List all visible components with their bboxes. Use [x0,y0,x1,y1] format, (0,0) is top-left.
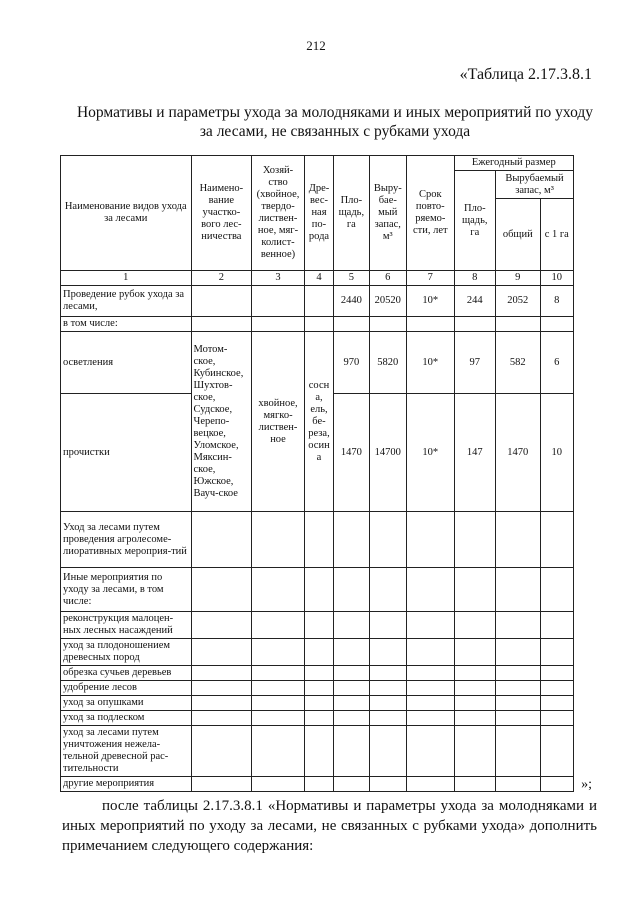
household-cell: хвойное, мягко-листвен-ное [252,332,305,512]
cell-annual-total: 2052 [496,286,541,317]
row-name: Проведение рубок ухода за лесами, [61,286,192,317]
column-number: 9 [496,271,541,286]
header-species: Дре-вес-ная по-рода [304,156,333,271]
column-number: 10 [540,271,573,286]
column-number: 2 [191,271,252,286]
header-ucare-type: Наименование видов ухода за лесами [61,156,192,271]
column-number: 5 [334,271,369,286]
table-row [61,777,574,792]
column-number: 7 [407,271,455,286]
norms-table [60,155,574,792]
closing-quote: »; [581,777,592,792]
table-row [61,332,574,394]
header-volume-per-ha: с 1 га [540,199,573,271]
cell-per-ha: 6 [540,332,573,394]
row-name: Иные мероприятия по уходу за лесами, в том числе: [61,568,192,612]
header-household: Хозяй-ство (хвойное, твердо-листвен-ное, мяг-колист-венное) [252,156,305,271]
row-name: Уход за лесами путем проведения агролесоме-лиоративных мероприя-тий [61,512,192,568]
row-name: уход за опушками [61,696,192,711]
row-name: осветления [61,332,192,394]
row-name: уход за подлеском [61,711,192,726]
table-row [61,711,574,726]
cell-volume: 14700 [369,394,406,512]
table-row [61,726,574,777]
table-row [61,639,574,666]
table-row [61,317,574,332]
cell-per-ha: 8 [540,286,573,317]
table-row [61,568,574,612]
row-name: реконструкция малоцен-ных лесных насаждений [61,612,192,639]
cell-volume: 5820 [369,332,406,394]
species-cell: сосн а, ель, бе-реза, осин а [304,332,333,512]
page-number: 212 [306,38,326,53]
cell-period: 10* [407,332,455,394]
cell-annual-total: 582 [496,332,541,394]
row-name: уход за лесами путем уничтожения нежела-тельной древесной рас-тительности [61,726,192,777]
column-numbers-row [61,271,574,286]
column-number: 6 [369,271,406,286]
cell-annual-area: 244 [454,286,495,317]
forestries-cell: Мотом-ское, Кубинское, Шухтов-ское, Судское, Черепо-вецкое, Уломское, Мяксин-ское, Южское, Вауч-ское [191,332,252,512]
cell-volume: 20520 [369,286,406,317]
table-row [61,286,574,317]
header-annual-volume: Вырубаемый запас, м³ [496,171,574,199]
table-label: «Таблица 2.17.3.8.1 [459,66,592,83]
header-annual: Ежегодный размер [454,156,573,171]
cell-area: 970 [334,332,369,394]
cell-period: 10* [407,286,455,317]
row-name: прочистки [61,394,192,512]
column-number: 1 [61,271,192,286]
row-name: обрезка сучьев деревьев [61,666,192,681]
header-annual-area: Пло-щадь, га [454,171,495,271]
cell-annual-area: 97 [454,332,495,394]
header-period: Срок повто-ряемо-сти, лет [407,156,455,271]
header-volume-total: общий [496,199,541,271]
row-name: уход за плодоношением древесных пород [61,639,192,666]
cell-area: 2440 [334,286,369,317]
cell-period: 10* [407,394,455,512]
header-forestry: Наимено-вание участко-вого лес-ничества [191,156,252,271]
cell-area: 1470 [334,394,369,512]
table-row [61,696,574,711]
row-name: другие мероприятия [61,777,192,792]
header-area: Пло-щадь, га [334,156,369,271]
cell-annual-area: 147 [454,394,495,512]
table-row [61,512,574,568]
row-name: удобрение лесов [61,681,192,696]
table-title: Нормативы и параметры ухода за молодняками и иных мероприятий по уходу за лесами, не связанных с рубками ухода [76,104,594,140]
column-number: 4 [304,271,333,286]
table-row [61,666,574,681]
cell-per-ha: 10 [540,394,573,512]
column-number: 3 [252,271,305,286]
cell-annual-total: 1470 [496,394,541,512]
row-name: в том числе: [61,317,192,332]
table-row [61,612,574,639]
column-number: 8 [454,271,495,286]
closing-paragraph: после таблицы 2.17.3.8.1 «Нормативы и параметры ухода за молодняками и иных мероприятий по уходу за лесами, не связанных с рубками ухода» дополнить примечанием следующего содержания: [62,798,597,854]
header-volume: Выру-бае-мый запас, м³ [369,156,406,271]
table-row [61,681,574,696]
